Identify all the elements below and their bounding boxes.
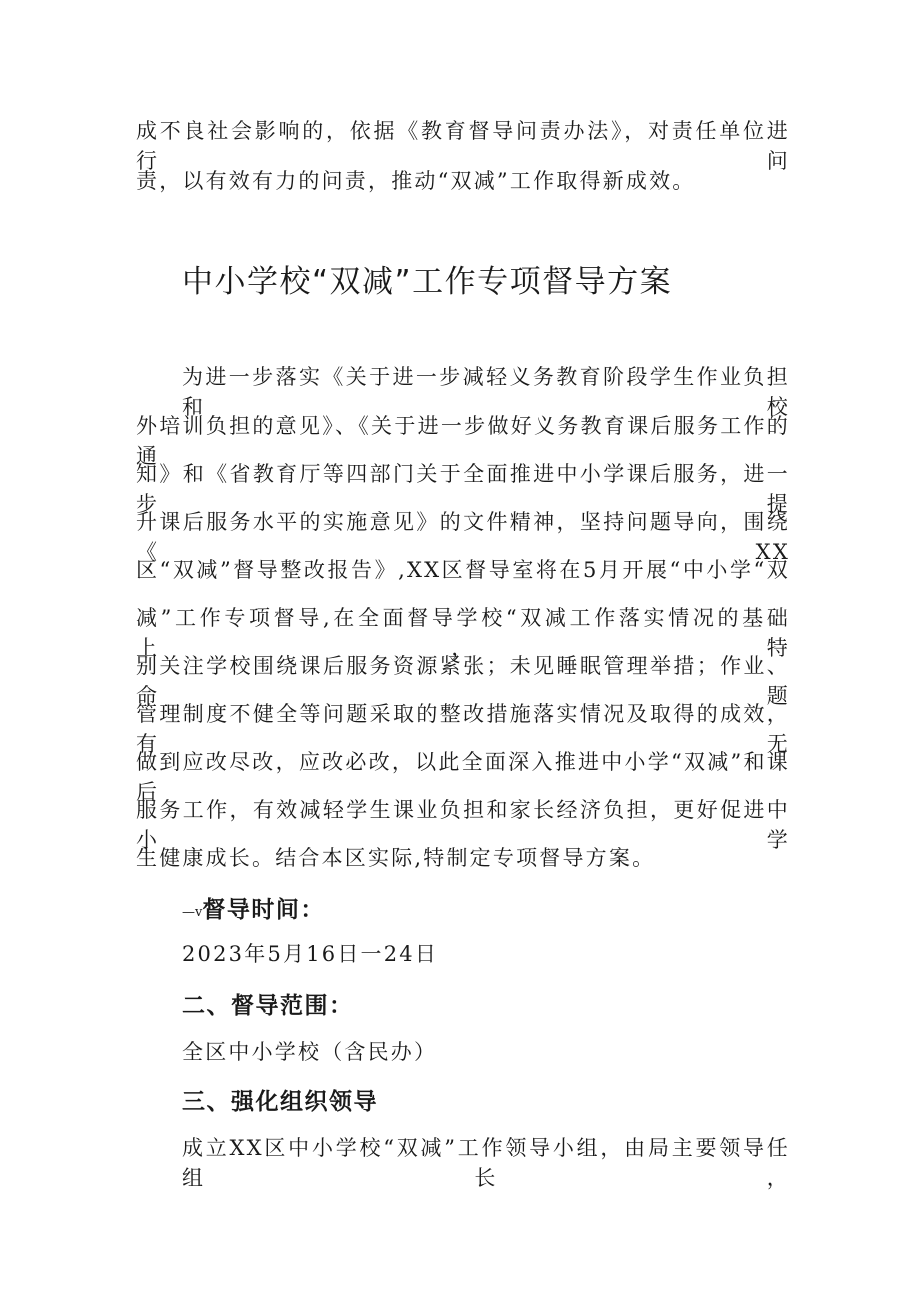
intro-paragraph-line-2: 外培训负担的意见》、《关于进一步做好义务教育课后服务工作的通 (136, 414, 790, 468)
intro-paragraph-line-1: 为进一步落实《关于进一步减轻义务教育阶段学生作业负担和校 (182, 365, 790, 419)
top-paragraph-line-1: 成不良社会影响的，依据《教育督导问责办法》，对责任单位进行问 (136, 119, 790, 173)
section-heading-scope: 二、督导范围： (182, 993, 354, 1019)
intro-paragraph-line-10: 服务工作，有效减轻学生课业负担和家长经济负担，更好促进中小学 (136, 798, 790, 852)
section-heading-organization: 三、强化组织领导 (182, 1089, 378, 1115)
intro-paragraph-line-4: 升课后服务水平的实施意见》的文件精神，坚持问题导向，围绕《XX (136, 510, 790, 564)
section-heading-time (182, 891, 325, 924)
intro-paragraph-line-8: 管理制度不健全等问题采取的整改措施落实情况及取得的成效，有无 (136, 702, 790, 756)
section-prefix-mark: —v (182, 905, 203, 920)
section-content-scope: 全区中小学校（含民办） (182, 1040, 438, 1064)
intro-paragraph-line-9: 做到应改尽改，应改必改，以此全面深入推进中小学“双减”和课后 (136, 750, 790, 804)
section-heading-time-label: 督导时间： (202, 897, 325, 923)
intro-paragraph-line-5: 区“双减”督导整改报告》,XX区督导室将在5月开展“中小学“双 (136, 558, 790, 582)
intro-paragraph-line-11: 生健康成长。结合本区实际,特制定专项督导方案。 (136, 846, 656, 870)
top-paragraph-line-2: 责，以有效有力的问责，推动“双减”工作取得新成效。 (136, 169, 696, 193)
section-content-time: 2023年5月16日一24日 (182, 942, 439, 966)
intro-paragraph-line-6: 减”工作专项督导,在全面督导学校“双减工作落实情况的基础上，特 (136, 606, 790, 660)
section-content-organization: 成立XX区中小学校“双减”工作领导小组，由局主要领导任组长， (182, 1136, 790, 1190)
document-title: 中小学校“双减”工作专项督导方案 (182, 264, 673, 300)
intro-paragraph-line-3: 知》和《省教育厅等四部门关于全面推进中小学课后服务，进一步提 (136, 462, 790, 516)
intro-paragraph-line-7: 别关注学校围绕课后服务资源紧张；未见睡眠管理举措；作业、命题 (136, 654, 790, 708)
